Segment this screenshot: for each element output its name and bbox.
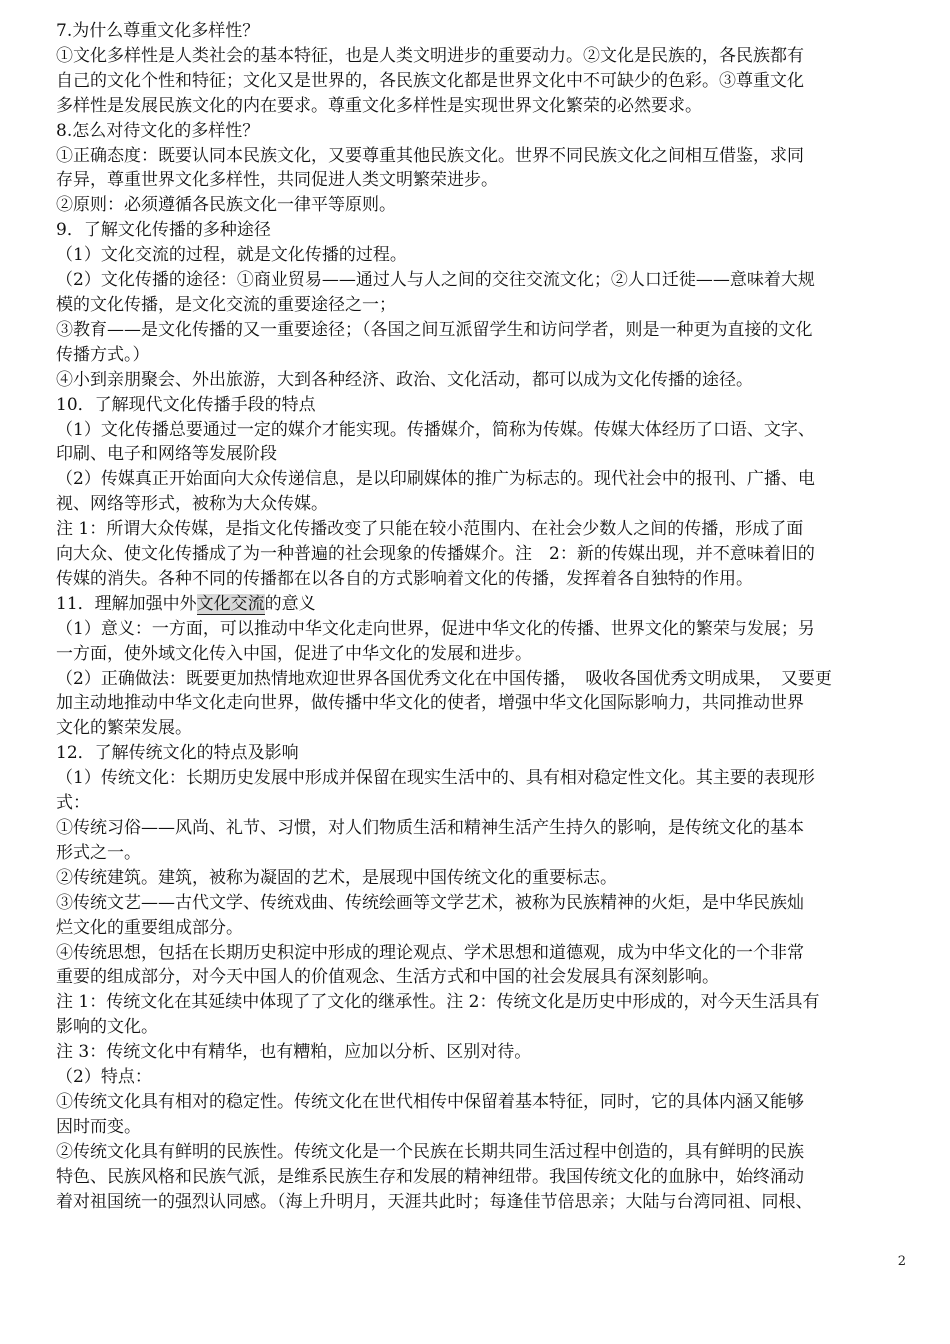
text-line: 10．了解现代文化传播手段的特点	[56, 394, 316, 415]
text-line: ①正确态度：既要认同本民族文化，又要尊重其他民族文化。世界不同民族文化之间相互借鉴，求同	[56, 145, 804, 166]
text-line: 式：	[56, 793, 90, 814]
text-line: 传媒的消失。各种不同的传播都在以各自的方式影响着文化的传播，发挥着各自独特的作用。	[56, 568, 753, 589]
heading-text: 11．理解加强中外	[56, 593, 197, 614]
text-line: ①传统习俗——风尚、礼节、习惯，对人们物质生活和精神生活产生持久的影响，是传统文化的基本	[56, 818, 804, 838]
text-line: （2）传媒真正开始面向大众传递信息，是以印刷媒体的推广为标志的。现代社会中的报刊、广播、电	[56, 469, 815, 490]
text-line: 存异，尊重世界文化多样性，共同促进人类文明繁荣进步。	[56, 170, 498, 191]
text-line: ④传统思想，包括在长期历史积淀中形成的理论观点、学术思想和道德观，成为中华文化的一个非常	[56, 942, 804, 963]
page-number: 2	[897, 1254, 906, 1269]
text-line: 12．了解传统文化的特点及影响	[56, 743, 299, 764]
text-line: 多样性是发展民族文化的内在要求。尊重文化多样性是实现世界文化繁荣的必然要求。	[56, 95, 702, 116]
highlighted-text: 文化交流	[196, 593, 265, 614]
text-line: 注 1：传统文化在其延续中体现了了文化的继承性。注 2：传统文化是历史中形成的，对今天生活具有	[56, 992, 820, 1013]
text-line: 烂文化的重要组成部分。	[56, 917, 243, 938]
text-line: ④小到亲朋聚会、外出旅游，大到各种经济、政治、文化活动，都可以成为文化传播的途径。	[56, 369, 753, 390]
document-body	[56, 19, 906, 1215]
text-line: （2）正确做法：既要更加热情地欢迎世界各国优秀文化在中国传播， 吸收各国优秀文明成果， 又要更	[56, 668, 832, 689]
heading-text: 的意义	[264, 593, 316, 614]
text-line: ③教育——是文化传播的又一重要途径；（各国之间互派留学生和访问学者，则是一种更为直接的文化	[56, 319, 813, 340]
text-line: ①文化多样性是人类社会的基本特征，也是人类文明进步的重要动力。②文化是民族的，各民族都有	[56, 45, 804, 66]
text-line: 加主动地推动中华文化走向世界，做传播中华文化的使者，增强中华文化国际影响力，共同推动世界	[56, 693, 804, 714]
text-line: （1）文化交流的过程，就是文化传播的过程。	[56, 245, 407, 266]
text-line: 印刷、电子和网络等发展阶段	[56, 444, 277, 465]
text-line: ③传统文艺——古代文学、传统戏曲、传统绘画等文学艺术，被称为民族精神的火炬，是中华民族灿	[56, 892, 804, 913]
text-line: （2）特点：	[56, 1067, 152, 1088]
text-line: 9．了解文化传播的多种途径	[56, 220, 271, 241]
text-line: ②原则：必须遵循各民族文化一律平等原则。	[56, 195, 396, 216]
text-line: 着对祖国统一的强烈认同感。（海上升明月，天涯共此时；每逢佳节倍思亲；大陆与台湾同祖、同根、	[56, 1191, 813, 1212]
text-line: 特色、民族风格和民族气派，是维系民族生存和发展的精神纽带。我国传统文化的血脉中，始终涌动	[56, 1166, 804, 1187]
text-line: 因时而变。	[56, 1116, 141, 1137]
text-line: ①传统文化具有相对的稳定性。传统文化在世代相传中保留着基本特征，同时，它的具体内涵又能够	[56, 1091, 804, 1112]
text-line: 传播方式。）	[56, 344, 150, 365]
text-line: 形式之一。	[56, 842, 141, 863]
text-line	[56, 592, 906, 617]
text-line: （2）文化传播的途径：①商业贸易——通过人与人之间的交往交流文化；②人口迁徙——意味着大规	[56, 270, 815, 291]
text-line: 重要的组成部分，对今天中国人的价值观念、生活方式和中国的社会发展具有深刻影响。	[56, 967, 719, 988]
text-line: ②传统建筑。建筑，被称为凝固的艺术，是展现中国传统文化的重要标志。	[56, 867, 617, 888]
text-line: （1）传统文化：长期历史发展中形成并保留在现实生活中的、具有相对稳定性文化。其主要的表现形	[56, 768, 815, 789]
text-line: 自己的文化个性和特征；文化又是世界的，各民族文化都是世界文化中不可缺少的色彩。③尊重文化	[56, 70, 804, 91]
text-line: 文化的繁荣发展。	[56, 718, 192, 739]
text-line: （1）意义：一方面，可以推动中华文化走向世界，促进中华文化的传播、世界文化的繁荣与发展；另	[56, 618, 815, 639]
text-line: 视、网络等形式，被称为大众传媒。	[56, 494, 328, 515]
text-line: 模的文化传播，是文化交流的重要途径之一；	[56, 294, 396, 315]
text-line: 向大众、使文化传播成了为一种普遍的社会现象的传播媒介。注 2：新的传媒出现，并不意味着旧的	[56, 544, 815, 565]
text-line: 一方面，使外域文化传入中国，促进了中华文化的发展和进步。	[56, 643, 532, 664]
text-line: （1）文化传播总要通过一定的媒介才能实现。传播媒介，简称为传媒。传媒大体经历了口语、文字、	[56, 419, 815, 440]
text-line: 8.怎么对待文化的多样性？	[56, 120, 260, 141]
text-line: ②传统文化具有鲜明的民族性。传统文化是一个民族在长期共同生活过程中创造的，具有鲜明的民族	[56, 1141, 804, 1162]
text-line: 注 1：所谓大众传媒，是指文化传播改变了只能在较小范围内、在社会少数人之间的传播，形成了面	[56, 519, 804, 540]
text-line: 7.为什么尊重文化多样性？	[56, 21, 260, 41]
text-line: 影响的文化。	[56, 1017, 158, 1038]
text-line: 注 3：传统文化中有精华，也有糟粕，应加以分析、区别对待。	[56, 1042, 532, 1063]
